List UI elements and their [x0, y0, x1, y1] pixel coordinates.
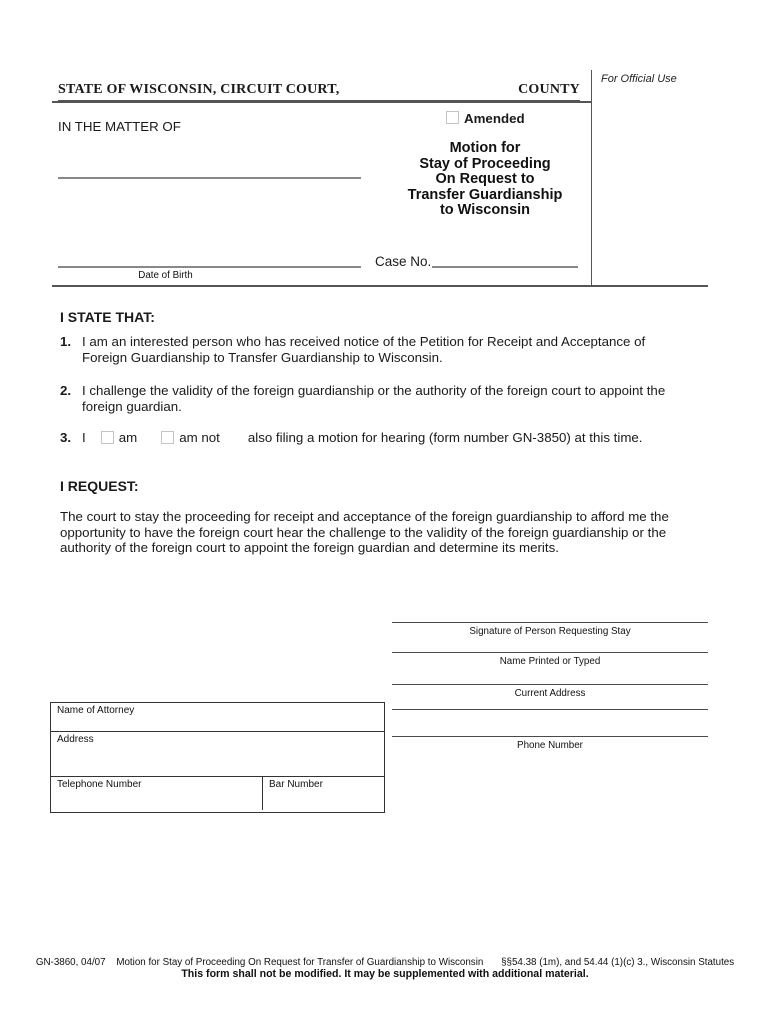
request-heading: I REQUEST: [60, 478, 139, 494]
attorney-name-label: Name of Attorney [57, 705, 135, 716]
am-checkbox[interactable] [101, 431, 114, 444]
form-title-line: On Request to [435, 171, 535, 188]
court-caption [58, 82, 580, 101]
footer-form-number: GN-3860, 04/07 [35, 957, 106, 968]
attorney-telephone-label: Telephone Number [57, 779, 142, 790]
signature-label: Signature of Person Requesting Stay [469, 626, 631, 637]
address-second-fill-line[interactable] [392, 709, 708, 710]
footer-form-name: Motion for Stay of Proceeding On Request for Transfer of Guardianship to Wisconsin [116, 957, 484, 968]
current-address-fill-line[interactable] [392, 684, 708, 685]
footer-notice: This form shall not be modified. It may be supplemented with additional material. [181, 968, 589, 980]
item-text: I challenge the validity of the foreign guardianship or the authority of the foreign court to appoint the foreign guardian. [82, 383, 666, 414]
footer-statutes: §§54.38 (1m), and 54.44 (1)(c) 3., Wisconsin Statutes [501, 957, 735, 968]
request-body: The court to stay the proceeding for receipt and acceptance of the foreign guardianship to afford me the opportunity to have the foreign court hear the challenge to the validity of the foreign guardianship or the authority of the foreign court to appoint the foreign guardian and determine its merits. [60, 509, 669, 556]
form-title-line: to Wisconsin [439, 202, 531, 219]
name-printed-label: Name Printed or Typed [499, 656, 601, 667]
caption-bottom-rule [52, 285, 708, 287]
attorney-info-box [50, 702, 385, 813]
attorney-address-label: Address [57, 734, 94, 745]
item-suffix: also filing a motion for hearing (form number GN-3850) at this time. [247, 430, 643, 445]
item-number: 2. [60, 383, 72, 398]
case-no-fill-line[interactable] [432, 266, 578, 268]
date-of-birth-fill-line[interactable] [58, 266, 361, 268]
court-caption-right: COUNTY [518, 82, 580, 97]
footer-citation [0, 957, 770, 968]
state-that-heading: I STATE THAT: [60, 309, 155, 325]
amended-label: Amended [464, 111, 525, 126]
form-title-line: Motion for [449, 140, 521, 156]
am-option-label: am [118, 430, 138, 445]
case-no-label: Case No. [375, 254, 432, 269]
amended-checkbox[interactable] [446, 111, 459, 124]
phone-number-label: Phone Number [517, 740, 583, 751]
form-title-line: Transfer Guardianship [407, 186, 563, 203]
attorney-bar-label: Bar Number [269, 779, 323, 790]
item-prefix: I [82, 430, 86, 445]
attorney-name-cell[interactable] [51, 703, 384, 732]
statement-item-1 [60, 334, 690, 366]
form-title-line: Stay of Proceeding [419, 155, 551, 172]
statement-item-2 [60, 383, 690, 415]
item-number: 3. [60, 430, 72, 445]
form-title [365, 141, 605, 219]
attorney-bottom-row [51, 777, 384, 810]
current-address-label: Current Address [514, 688, 586, 699]
am-not-option-label: am not [179, 430, 220, 445]
attorney-telephone-cell[interactable] [51, 777, 263, 810]
date-of-birth-label: Date of Birth [138, 270, 193, 281]
attorney-address-cell[interactable] [51, 732, 384, 777]
ward-name-fill-line[interactable] [58, 177, 361, 179]
in-matter-of-label: IN THE MATTER OF [58, 119, 181, 134]
item-text: I am an interested person who has received notice of the Petition for Receipt and Acceptance of Foreign Guardianship to Transfer Guardianship to Wisconsin. [82, 334, 646, 365]
am-not-checkbox[interactable] [161, 431, 174, 444]
official-use-label: For Official Use [601, 73, 677, 85]
name-printed-fill-line[interactable] [392, 652, 708, 653]
phone-number-fill-line[interactable] [392, 736, 708, 737]
signature-fill-line[interactable] [392, 622, 708, 623]
caption-top-rule [52, 101, 591, 103]
court-caption-left: STATE OF WISCONSIN, CIRCUIT COURT, [58, 82, 340, 97]
statement-item-3 [60, 430, 643, 445]
attorney-bar-cell[interactable] [263, 777, 384, 810]
item-number: 1. [60, 334, 72, 349]
